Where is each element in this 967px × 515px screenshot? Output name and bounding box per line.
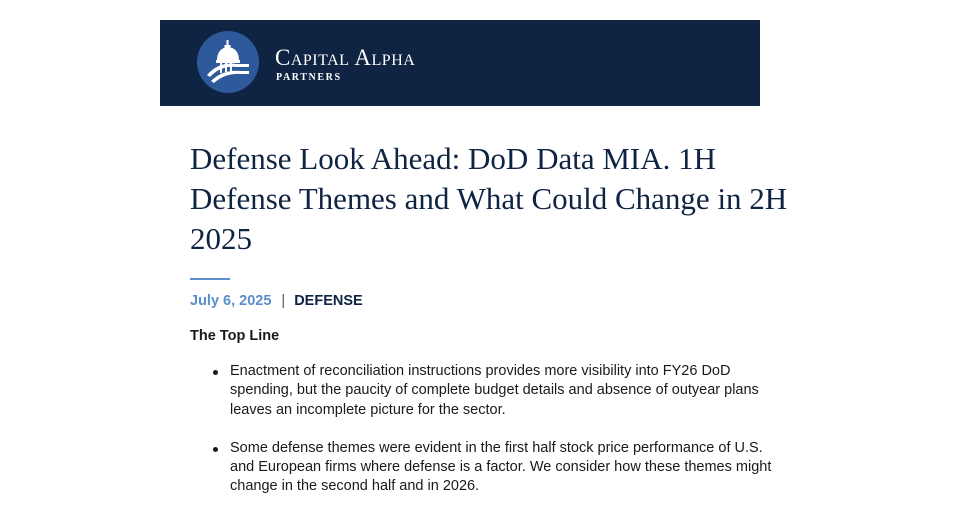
bullet-icon <box>213 370 218 375</box>
capitol-dome-icon <box>197 31 259 93</box>
list-item <box>212 439 782 497</box>
brand-name: Capital Alpha <box>275 45 416 70</box>
bullet-list <box>212 362 782 515</box>
article-category: DEFENSE <box>294 293 363 309</box>
article-date: July 6, 2025 <box>190 293 272 309</box>
meta-separator: | <box>281 293 286 309</box>
article-title: Defense Look Ahead: DoD Data MIA. 1H Defense Themes and What Could Change in 2H 2025 <box>190 141 788 256</box>
article-meta <box>190 292 363 310</box>
section-heading: The Top Line <box>190 328 280 344</box>
bullet-text: Some defense themes were evident in the first half stock price performance of U.S. and European firms where defense is a factor. We consider how these themes might change in the second half and in 2026. <box>230 439 772 495</box>
bullet-text: Enactment of reconciliation instructions provides more visibility into FY26 DoD spending, but the paucity of complete budget details and absence of outyear plans leaves an incomplete picture for the sector. <box>230 363 759 418</box>
list-item <box>212 362 782 420</box>
bullet-icon <box>213 447 218 452</box>
brand-subtitle: PARTNERS <box>276 72 342 83</box>
header-banner <box>160 20 760 106</box>
title-divider <box>190 278 230 280</box>
